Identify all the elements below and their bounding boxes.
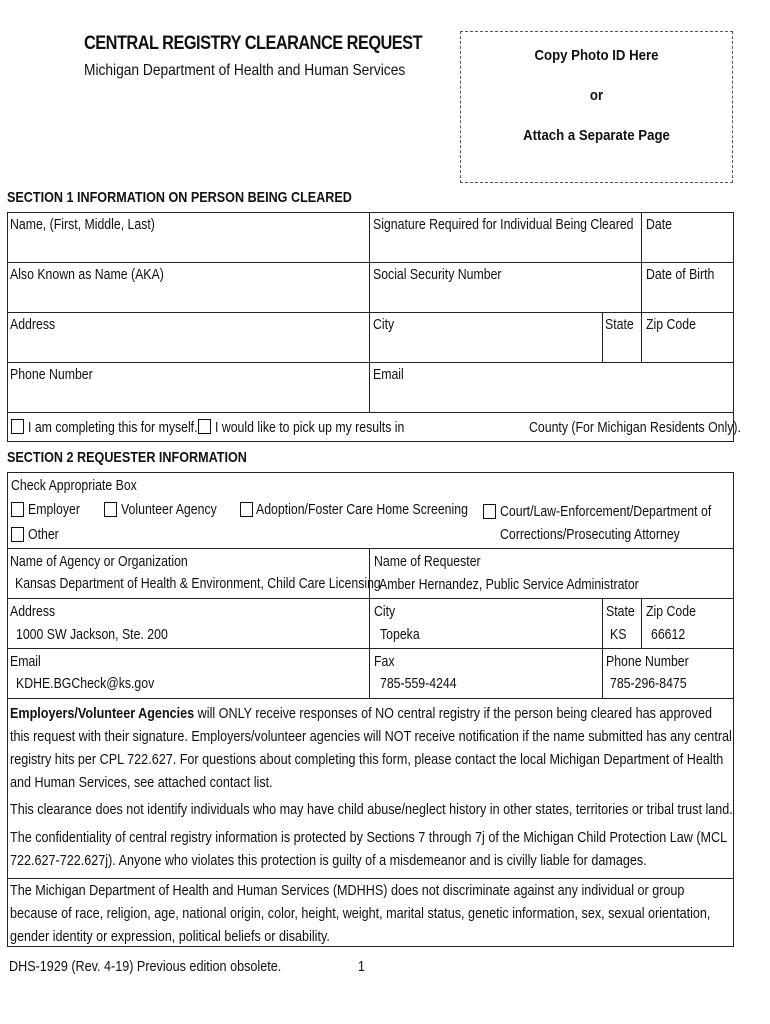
state-field[interactable]	[603, 336, 640, 361]
court-label-line2: Corrections/Prosecuting Attorney	[500, 526, 680, 543]
req-city-value[interactable]: Topeka	[380, 626, 420, 643]
other-label: Other	[28, 526, 59, 543]
employers-notice-text: will ONLY receive responses of NO central registry if the person being cleared has approved this request with their signature. Employers/volunteer agencies will NOT receive notification if the name submitted has any central registry hits per CPL 722.627. For questions about completing this form, please contact the local Michigan Department of Health and Human Services, see attached contact list.	[10, 705, 732, 791]
req-fax-value[interactable]: 785-559-4244	[380, 675, 457, 692]
req-city-label: City	[374, 603, 396, 620]
signature-field[interactable]	[370, 236, 640, 261]
req-address-value[interactable]: 1000 SW Jackson, Ste. 200	[16, 626, 168, 643]
check-appropriate-label: Check Appropriate Box	[11, 477, 137, 494]
employers-notice-bold: Employers/Volunteer Agencies	[10, 705, 195, 722]
date-label: Date	[646, 216, 672, 233]
rule	[7, 698, 734, 699]
zip-label: Zip Code	[646, 316, 696, 333]
address-label: Address	[10, 316, 56, 333]
employer-label: Employer	[28, 501, 80, 518]
rule	[7, 212, 734, 213]
form-subtitle: Michigan Department of Health and Human Services	[84, 62, 406, 79]
nondiscrimination-notice: The Michigan Department of Health and Human Services (MDHHS) does not discriminate against any individual or group because of race, religion, age, national origin, color, height, weight, marital status, genetic information, sex, sexual orientation, gender identity or expression, political beliefs or disability.	[10, 882, 711, 945]
zip-field[interactable]	[642, 336, 732, 361]
agency-value[interactable]: Kansas Department of Health & Environment, Child Care Licensing	[15, 575, 381, 592]
photo-or: or	[589, 87, 604, 104]
rule	[7, 648, 734, 649]
req-email-label: Email	[10, 653, 41, 670]
rule	[369, 548, 370, 698]
adoption-label: Adoption/Foster Care Home Screening	[256, 501, 468, 518]
aka-label: Also Known as Name (AKA)	[10, 266, 164, 283]
ssn-label: Social Security Number	[373, 266, 502, 283]
form-title: CENTRAL REGISTRY CLEARANCE REQUEST	[84, 33, 423, 54]
rule	[7, 472, 8, 947]
clearance-notice: This clearance does not identify individuals who may have child abuse/neglect history in other states, territories or tribal trust land.	[10, 801, 733, 818]
page-number: 1	[358, 958, 365, 975]
name-field[interactable]	[8, 236, 368, 261]
pickup-label: I would like to pick up my results in	[215, 419, 405, 436]
req-zip-label: Zip Code	[646, 603, 696, 620]
email-field[interactable]	[370, 386, 732, 411]
rule	[7, 472, 734, 473]
address-field[interactable]	[8, 336, 368, 361]
section1-heading: SECTION 1 INFORMATION ON PERSON BEING CLEARED	[7, 189, 352, 206]
req-zip-value[interactable]: 66612	[651, 626, 686, 643]
req-email-value[interactable]: KDHE.BGCheck@ks.gov	[16, 675, 155, 692]
requester-label: Name of Requester	[374, 553, 481, 570]
volunteer-checkbox[interactable]	[104, 502, 117, 517]
name-label: Name, (First, Middle, Last)	[10, 216, 155, 233]
date-field[interactable]	[642, 236, 732, 261]
rule	[7, 412, 734, 413]
court-label-line1: Court/Law-Enforcement/Department of	[500, 503, 712, 520]
other-checkbox[interactable]	[11, 527, 24, 542]
rule	[7, 312, 734, 313]
county-label: County (For Michigan Residents Only).	[529, 419, 741, 436]
form-number: DHS-1929 (Rev. 4-19) Previous edition obsolete.	[9, 958, 282, 975]
req-state-label: State	[606, 603, 635, 620]
photo-attach: Attach a Separate Page	[523, 127, 670, 144]
rule	[641, 598, 642, 648]
confidentiality-notice: The confidentiality of central registry information is protected by Sections 7 through 7j of the Michigan Child Protection Law (MCL 722.627-722.627j). Anyone who violates this protection is guilty of a misdemeanor and is civilly liable for damages.	[10, 829, 727, 869]
city-field[interactable]	[370, 336, 601, 361]
signature-label: Signature Required for Individual Being Cleared	[373, 216, 634, 233]
rule	[7, 362, 734, 363]
aka-field[interactable]	[8, 286, 368, 311]
photo-instruction: Copy Photo ID Here	[534, 47, 659, 64]
city-label: City	[373, 316, 395, 333]
phone-label: Phone Number	[10, 366, 93, 383]
dob-field[interactable]	[642, 286, 732, 311]
county-field[interactable]	[395, 418, 525, 438]
adoption-checkbox[interactable]	[240, 502, 253, 517]
rule	[733, 212, 734, 441]
myself-checkbox[interactable]	[11, 419, 24, 434]
ssn-field[interactable]	[370, 286, 640, 311]
req-phone-value[interactable]: 785-296-8475	[610, 675, 687, 692]
phone-field[interactable]	[8, 386, 368, 411]
court-checkbox[interactable]	[483, 504, 496, 519]
email-label: Email	[373, 366, 404, 383]
req-fax-label: Fax	[374, 653, 395, 670]
photo-id-box	[460, 31, 733, 183]
pickup-checkbox[interactable]	[198, 419, 211, 434]
volunteer-label: Volunteer Agency	[121, 501, 217, 518]
agency-label: Name of Agency or Organization	[10, 553, 188, 570]
rule	[7, 441, 734, 442]
myself-label: I am completing this for myself.	[28, 419, 198, 436]
rule	[7, 548, 734, 549]
employers-notice	[10, 702, 734, 794]
req-phone-label: Phone Number	[606, 653, 689, 670]
employer-checkbox[interactable]	[11, 502, 24, 517]
req-address-label: Address	[10, 603, 56, 620]
requester-value[interactable]: Amber Hernandez, Public Service Administrator	[379, 576, 639, 593]
rule	[7, 598, 734, 599]
section2-heading: SECTION 2 REQUESTER INFORMATION	[7, 449, 247, 466]
state-label: State	[605, 316, 634, 333]
dob-label: Date of Birth	[646, 266, 715, 283]
rule	[7, 262, 734, 263]
rule	[602, 598, 603, 698]
req-state-value[interactable]: KS	[610, 626, 627, 643]
